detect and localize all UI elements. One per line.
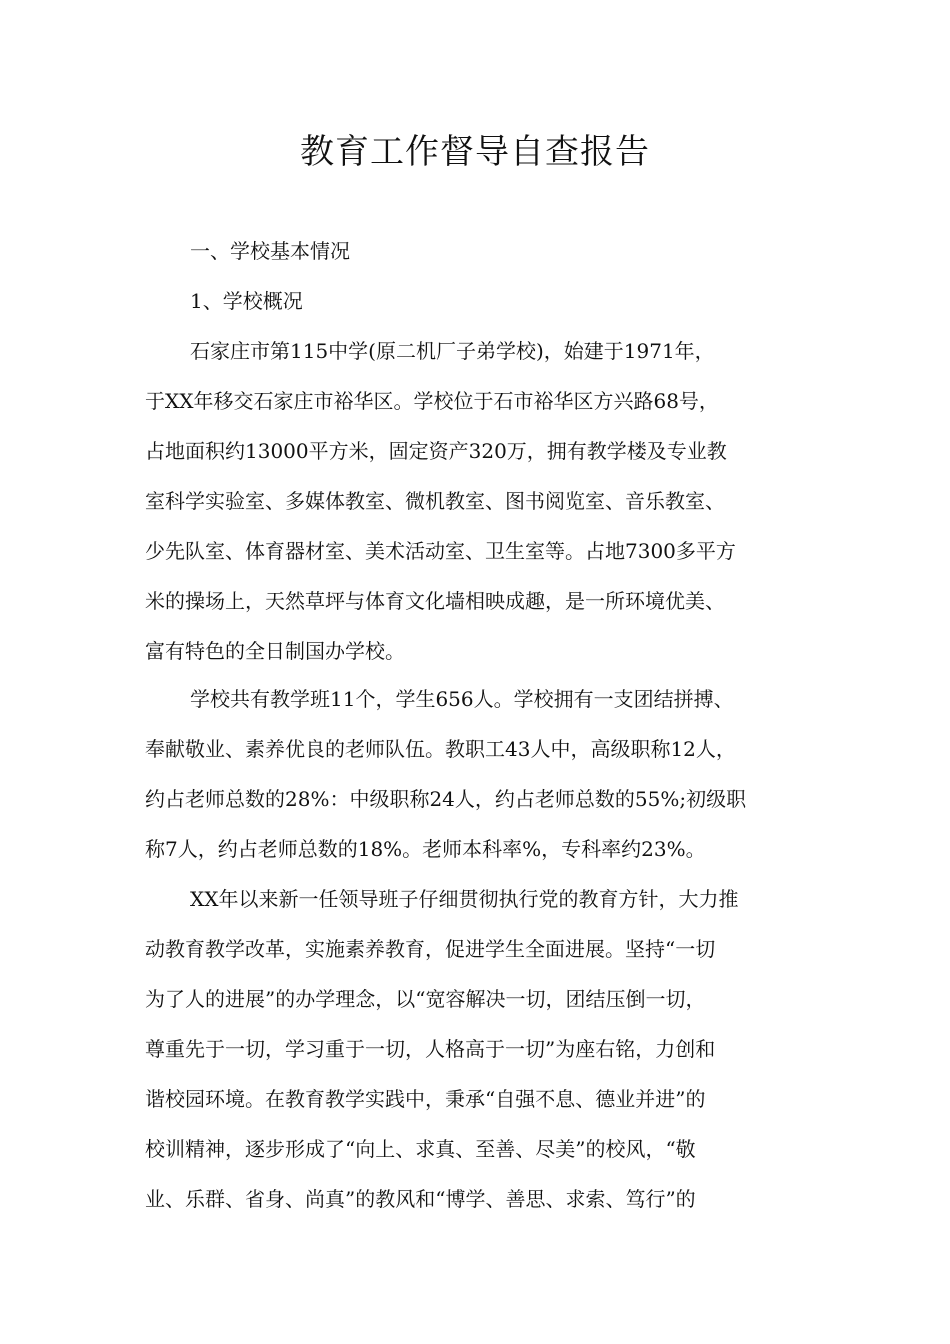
paragraph-line: 于XX年移交石家庄市裕华区。学校位于石市裕华区方兴路68号， bbox=[145, 389, 719, 413]
paragraph-line: 学校共有教学班11个，学生656人。学校拥有一支团结拼搏、 bbox=[190, 687, 734, 711]
paragraph-line: 石家庄市第115中学(原二机厂子弟学校)，始建于1971年， bbox=[190, 339, 715, 363]
paragraph-line: XX年以来新一任领导班子仔细贯彻执行党的教育方针，大力推 bbox=[190, 887, 739, 911]
section-heading: 一、学校基本情况 bbox=[190, 239, 350, 263]
paragraph-philosophy bbox=[145, 874, 815, 1224]
paragraph-line: 占地面积约13000平方米，固定资产320万，拥有教学楼及专业教 bbox=[145, 439, 727, 463]
paragraph-line: 谐校园环境。在教育教学实践中，秉承“自强不息、德业并进”的 bbox=[145, 1087, 706, 1111]
paragraph-line: 室科学实验室、多媒体教室、微机教室、图书阅览室、音乐教室、 bbox=[145, 489, 725, 513]
paragraph-line: 尊重先于一切，学习重于一切，人格高于一切”为座右铭，力创和 bbox=[145, 1037, 716, 1061]
paragraph-line: 为了人的进展”的办学理念，以“宽容解决一切，团结压倒一切， bbox=[145, 987, 706, 1011]
paragraph-line: 少先队室、体育器材室、美术活动室、卫生室等。占地7300多平方 bbox=[145, 539, 736, 563]
subsection-heading: 1、学校概况 bbox=[190, 289, 303, 313]
paragraph-line: 富有特色的全日制国办学校。 bbox=[145, 639, 405, 663]
paragraph-line: 米的操场上，天然草坪与体育文化墙相映成趣，是一所环境优美、 bbox=[145, 589, 725, 613]
paragraph-school-overview bbox=[145, 326, 815, 676]
paragraph-line: 称7人，约占老师总数的18%。老师本科率%，专科率约23%。 bbox=[145, 837, 706, 861]
paragraph-line: 奉献敬业、素养优良的老师队伍。教职工43人中，高级职称12人， bbox=[145, 737, 736, 761]
paragraph-line: 约占老师总数的28%：中级职称24人，约占老师总数的55%;初级职 bbox=[145, 787, 747, 811]
paragraph-line: 校训精神，逐步形成了“向上、求真、至善、尽美”的校风，“敬 bbox=[145, 1137, 696, 1161]
paragraph-line: 业、乐群、省身、尚真”的教风和“博学、善思、求索、笃行”的 bbox=[145, 1187, 696, 1211]
document-title: 教育工作督导自查报告 bbox=[300, 132, 650, 172]
paragraph-line: 动教育教学改革，实施素养教育，促进学生全面进展。坚持“一切 bbox=[145, 937, 716, 961]
paragraph-staff bbox=[145, 674, 815, 874]
